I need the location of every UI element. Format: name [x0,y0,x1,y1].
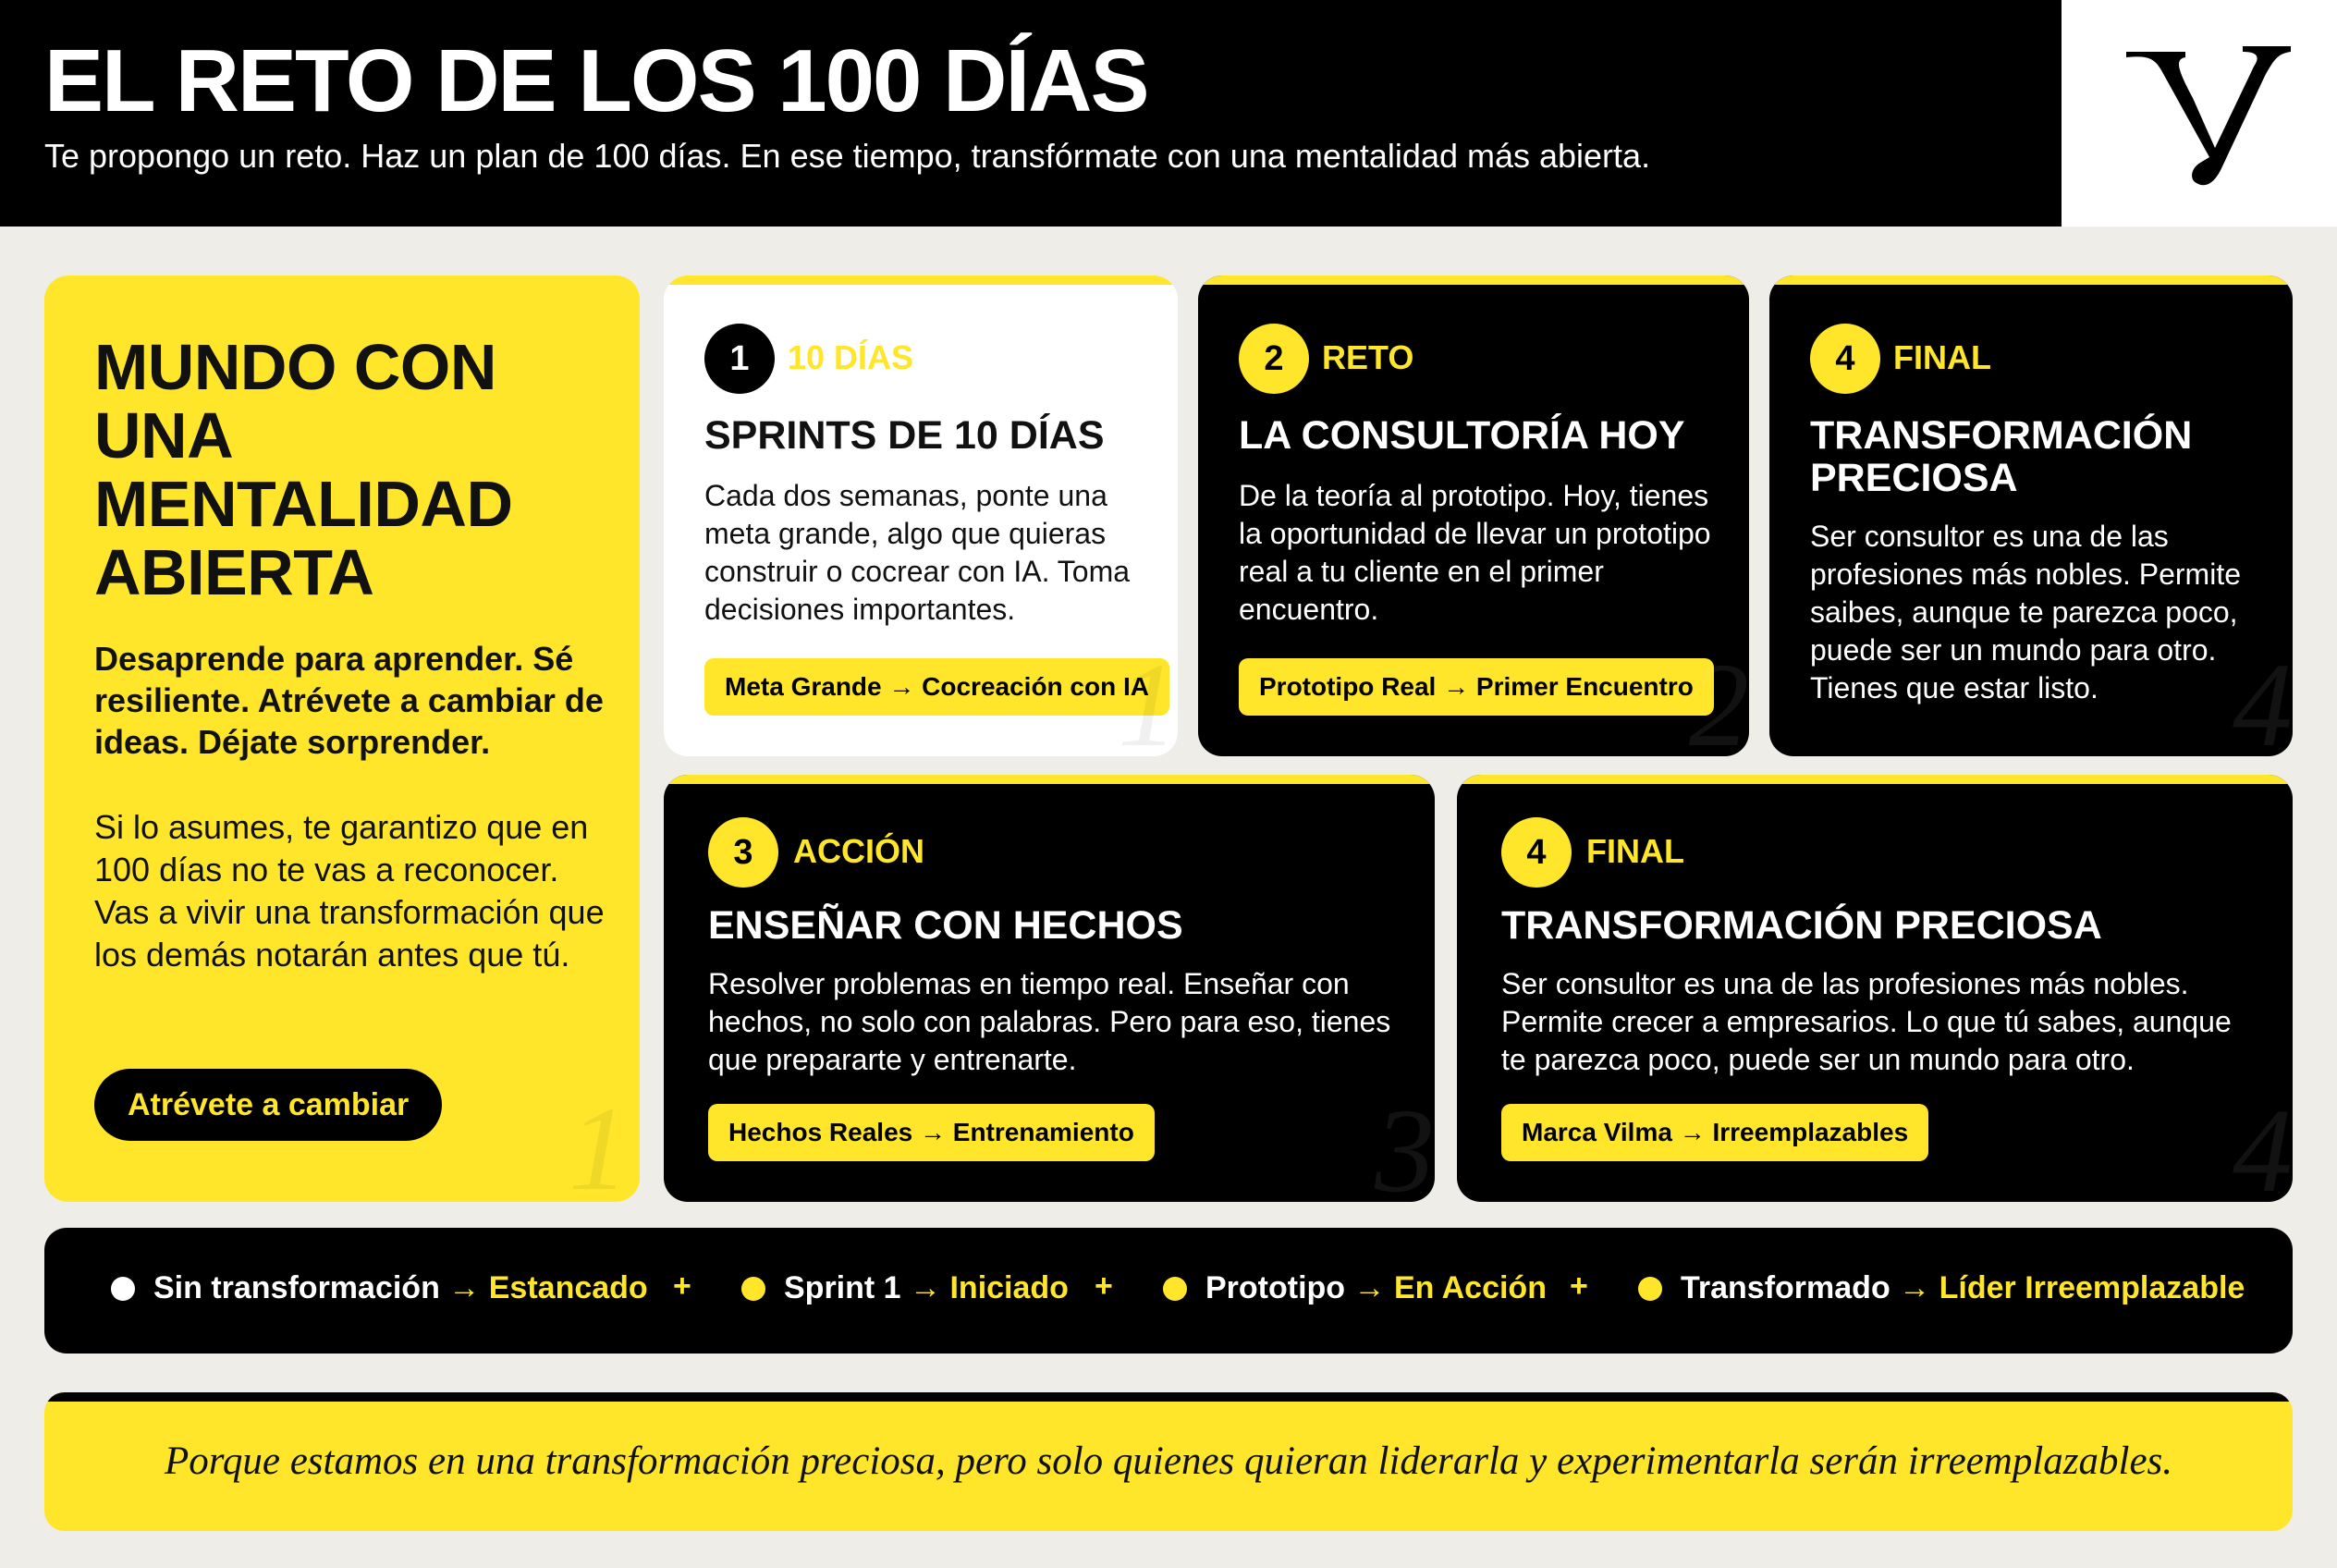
ghost-number: 1 [1118,639,1178,756]
arrow: → [448,1270,481,1305]
step-number-badge: 1 [704,324,775,394]
card-accent-bar [1769,276,2293,285]
step-flow-pill: Prototipo Real → Primer Encuentro [1239,658,1714,716]
arrow: → [910,1270,942,1305]
step-body: Cada dos semanas, ponte una meta grande, algo que quieras construir o cocrear con IA. Toma decisiones importantes. [704,479,1131,626]
card-accent-bar [664,775,1435,784]
step-number-badge: 4 [1501,817,1572,888]
step-tag: ACCIÓN [793,832,924,870]
step-tag: RETO [1322,338,1414,376]
closing-quote-banner [44,1392,2293,1531]
plus-separator: + [673,1268,691,1304]
step-card-1 [664,276,1178,756]
status-item-started [741,1270,1069,1306]
step-body: Ser consultor es una de las profesiones más nobles. Permite saibes, aunque te parezca poco, puede ser un mundo para otro. Tienes que estar listo. [1810,520,2241,704]
arrow: → [1899,1270,1931,1305]
card-accent-bar [664,276,1178,285]
step-title: TRANSFORMACIÓN PRECIOSA [1810,413,2193,500]
step-body: Resolver problemas en tiempo real. Enseñar con hechos, no solo con palabras. Pero para eso, tienes que prepararte y entrenarte. [708,967,1391,1076]
step-number-badge: 3 [708,817,778,888]
status-value: En Acción [1393,1270,1547,1305]
circle-bullet-icon [111,1277,135,1301]
closing-quote: Porque estamos en una transformación preciosa, pero solo quienes quieran liderarla y experimentarla serán irreemplazables. [164,1439,2173,1483]
ghost-number: 2 [1689,639,1749,756]
step-title: SPRINTS DE 10 DÍAS [704,413,1105,458]
status-label: Prototipo [1205,1270,1346,1305]
step-title: TRANSFORMACIÓN PRECIOSA [1501,903,2102,948]
page-subtitle: Te propongo un reto. Haz un plan de 100 días. En ese tiempo, transfórmate con una mentalidad más abierta. [44,137,1651,175]
step-card-2 [1198,276,1749,756]
status-value: Líder Irreemplazable [1939,1270,2245,1305]
header-bar [0,0,2062,227]
ghost-number: 4 [2233,639,2293,756]
status-label: Sin transformación [153,1270,440,1305]
step-flow-pill: Marca Vilma → Irreemplazables [1501,1104,1928,1161]
logo-box [2062,0,2337,227]
status-label: Sprint 1 [784,1270,901,1305]
step-card-4-bottom [1457,775,2293,1202]
ghost-number: 3 [1375,1084,1435,1202]
status-item-transformed [1638,1270,2245,1306]
card-accent-bar [1457,775,2293,784]
step-body: Ser consultor es una de las profesiones más nobles. Permite crecer a empresarios. Lo que tú sabes, aunque te parezca poco, puede ser un mundo para otro. [1501,967,2232,1076]
ghost-number: 1 [569,1083,629,1202]
status-value: Estancado [488,1270,648,1305]
status-item-in-action [1163,1270,1547,1306]
quote-top-rule [44,1392,2293,1402]
step-card-4-top [1769,276,2293,756]
circle-bullet-icon [1163,1277,1187,1301]
intro-title: MUNDO CON UNA MENTALIDAD ABIERTA [94,331,513,608]
step-flow-pill: Hechos Reales → Entrenamiento [708,1104,1155,1161]
status-label: Transformado [1681,1270,1890,1305]
ghost-number: 4 [2233,1084,2293,1202]
step-tag: FINAL [1893,338,1991,376]
intro-lead: Desaprende para aprender. Sé resiliente. Atrévete a cambiar de ideas. Déjate sorprender. [94,640,604,761]
intro-body: Si lo asumes, te garantizo que en 100 días no te vas a reconocer. Vas a vivir una transformación que los demás notarán antes que tú. [94,808,605,974]
step-number-badge: 2 [1239,324,1309,394]
page-title: EL RETO DE LOS 100 DÍAS [44,31,1148,130]
circle-bullet-icon [741,1277,765,1301]
step-number-badge: 4 [1810,324,1880,394]
intro-card [44,276,640,1202]
step-card-3 [664,775,1435,1202]
step-flow-pill: Meta Grande → Cocreación con IA [704,658,1169,716]
circle-bullet-icon [1638,1277,1662,1301]
status-bar [44,1228,2293,1354]
status-item-stagnant [111,1270,648,1306]
step-body: De la teoría al prototipo. Hoy, tienes la oportunidad de llevar un prototipo real a tu cliente en el primer encuentro. [1239,479,1711,626]
plus-separator: + [1095,1268,1113,1304]
plus-separator: + [1570,1268,1588,1304]
arrow: → [1353,1270,1386,1305]
step-title: LA CONSULTORÍA HOY [1239,413,1685,458]
status-value: Iniciado [949,1270,1069,1305]
v-monogram-logo-icon [2126,44,2291,189]
step-title: ENSEÑAR CON HECHOS [708,903,1183,948]
cta-button[interactable]: Atrévete a cambiar [94,1069,442,1141]
step-tag: 10 DÍAS [788,338,914,376]
step-tag: FINAL [1586,832,1684,870]
card-accent-bar [1198,276,1749,285]
